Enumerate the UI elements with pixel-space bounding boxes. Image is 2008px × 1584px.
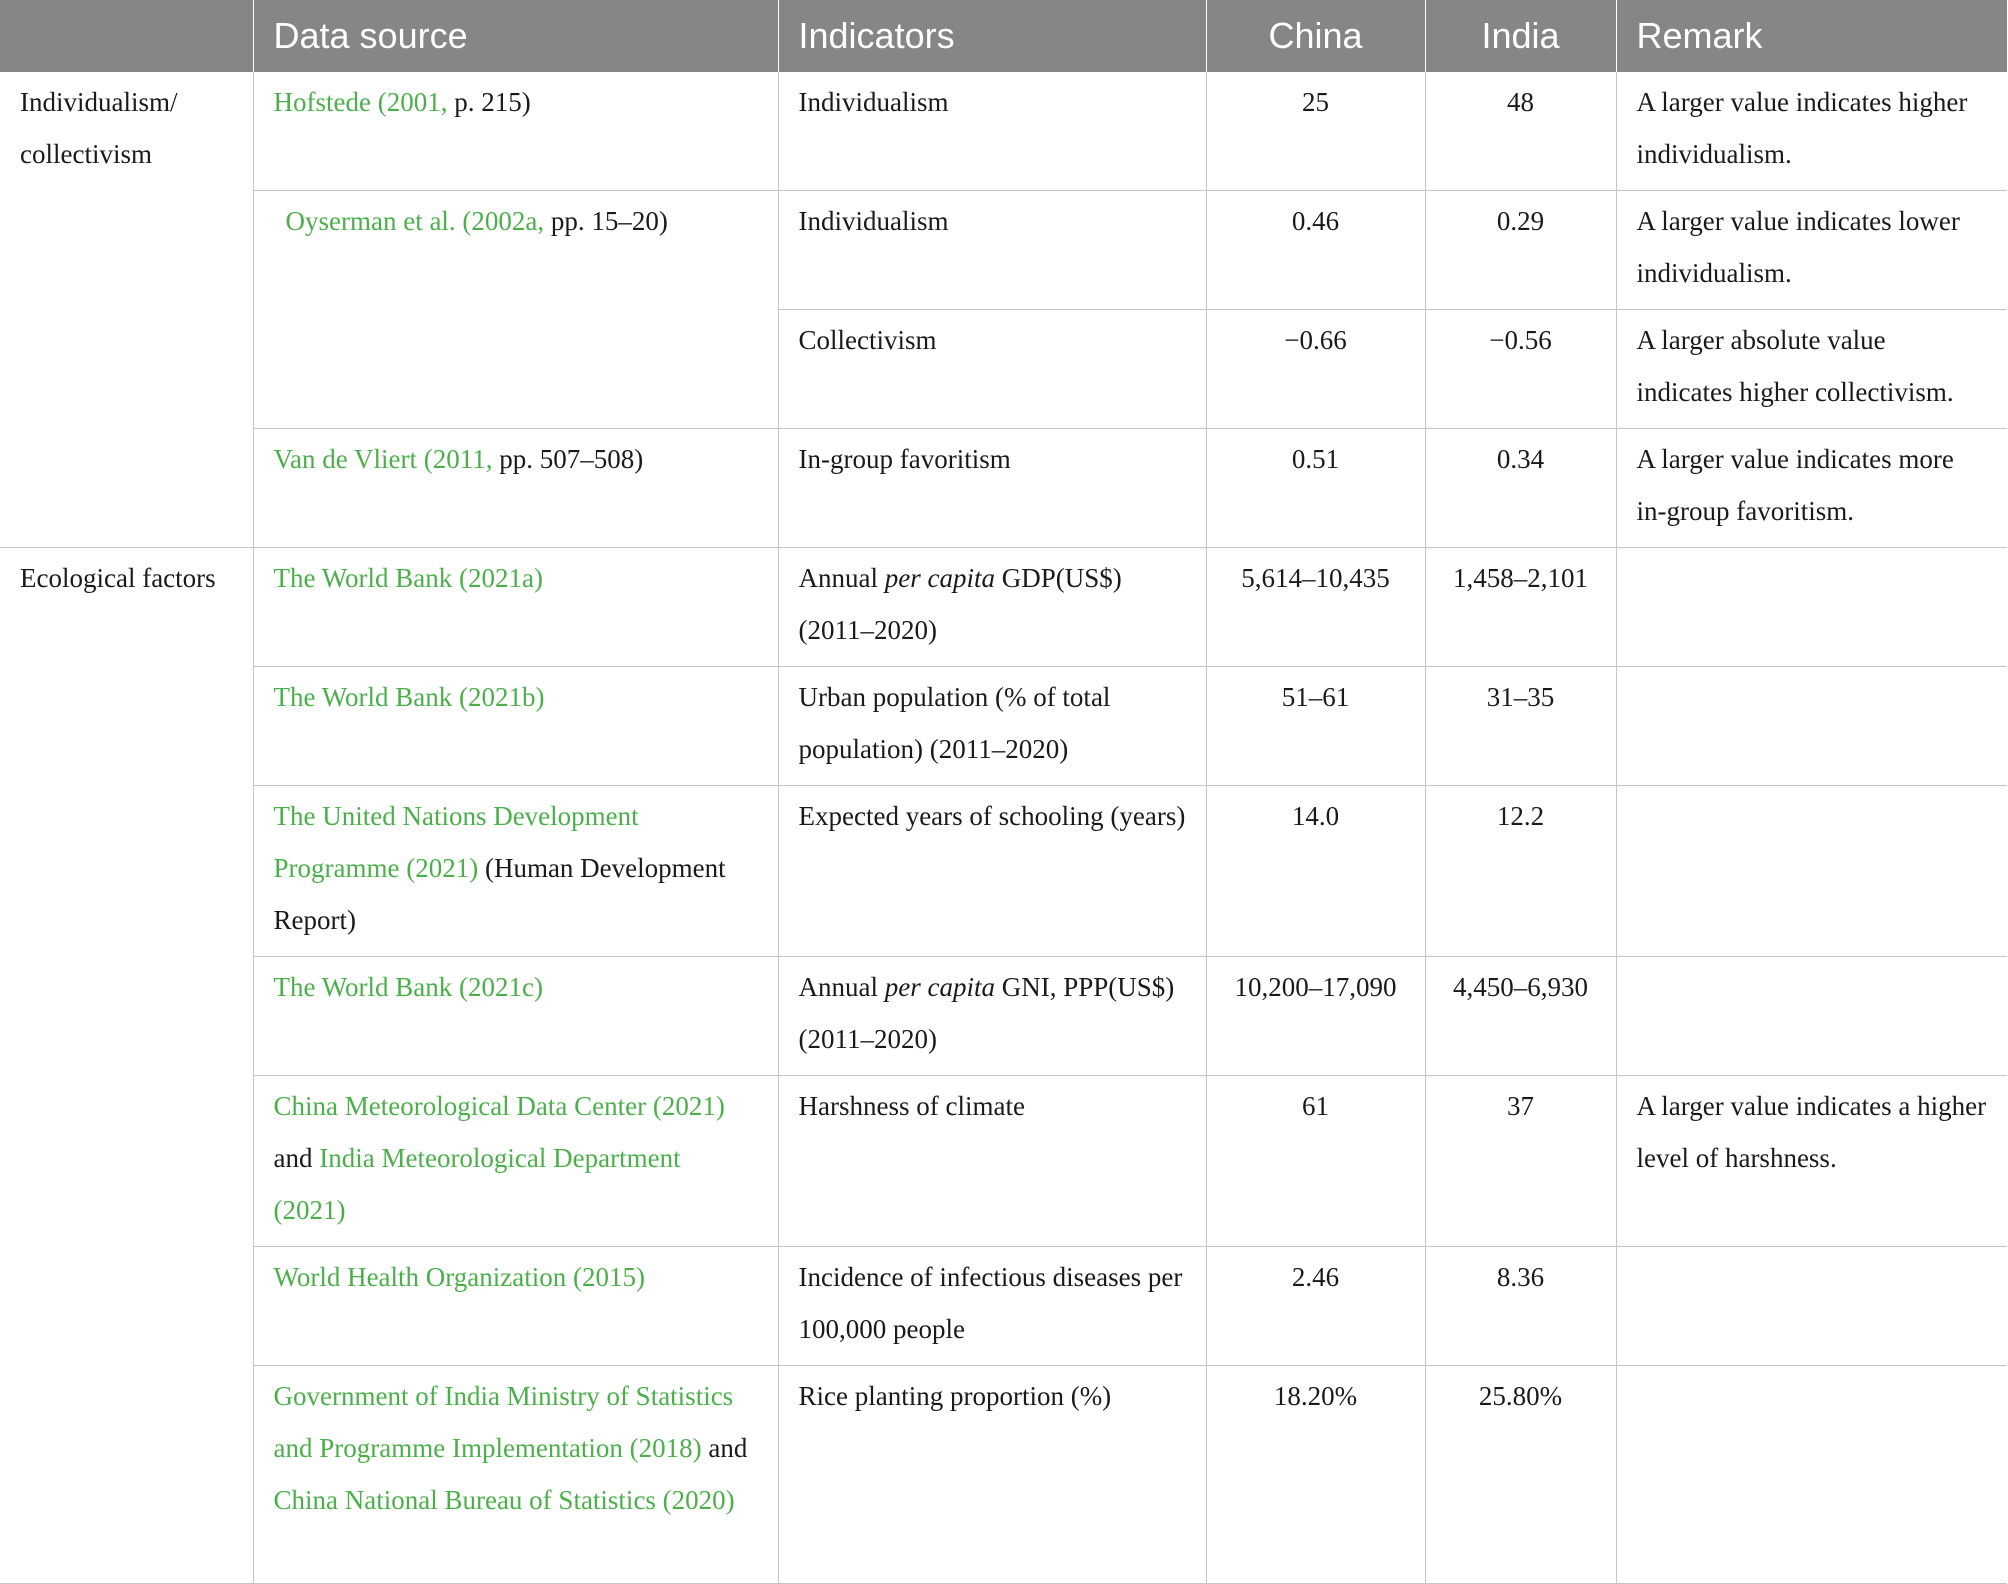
source-text: and (701, 1433, 748, 1463)
indicator-cell: Incidence of infectious diseases per 100,000 people (778, 1247, 1206, 1366)
remark-cell (1616, 548, 2007, 667)
source-link[interactable]: Oyserman et al. (2002a, (285, 206, 545, 236)
remark-cell (1616, 957, 2007, 1076)
indicator-text: Annual (798, 563, 885, 593)
indicator-cell: In-group favoritism (778, 429, 1206, 548)
source-link[interactable]: China Meteorological Data Center (2021) (273, 1091, 725, 1121)
indicator-cell: Rice planting proportion (%) (778, 1366, 1206, 1584)
indicator-text: GNI, PPP(US$) (2011–2020) (798, 972, 1175, 1054)
india-value: 0.29 (1425, 191, 1616, 310)
source-link[interactable]: The World Bank (2021c) (273, 972, 544, 1002)
remark-cell: A larger absolute value indicates higher collectivism. (1616, 310, 2007, 429)
data-source-cell (253, 1076, 778, 1247)
remark-cell (1616, 786, 2007, 957)
source-text: pp. 15–20) (544, 206, 668, 236)
table-row (0, 191, 2007, 310)
indicator-cell (778, 957, 1206, 1076)
source-link[interactable]: Government of India Ministry of Statistics and Programme Implementation (2018) (273, 1381, 734, 1463)
indicator-cell: Urban population (% of total population) (2011–2020) (778, 667, 1206, 786)
source-link[interactable]: The World Bank (2021a) (273, 563, 544, 593)
indicator-cell: Harshness of climate (778, 1076, 1206, 1247)
table-row (0, 1247, 2007, 1366)
table-row (0, 1366, 2007, 1584)
source-link[interactable]: Van de Vliert (2011, (273, 444, 493, 474)
data-source-cell (253, 667, 778, 786)
data-source-cell (253, 1366, 778, 1584)
data-source-cell (253, 548, 778, 667)
data-source-cell (253, 1247, 778, 1366)
table-row (0, 786, 2007, 957)
data-source-cell (253, 72, 778, 191)
indicator-text: Annual (798, 972, 885, 1002)
indicator-cell: Expected years of schooling (years) (778, 786, 1206, 957)
china-value: 5,614–10,435 (1206, 548, 1425, 667)
data-source-cell (253, 957, 778, 1076)
header-remark: Remark (1616, 0, 2007, 72)
header-china: China (1206, 0, 1425, 72)
table-row (0, 72, 2007, 191)
india-value: 4,450–6,930 (1425, 957, 1616, 1076)
indicator-cell: Collectivism (778, 310, 1206, 429)
data-source-cell (253, 429, 778, 548)
indicator-italic: per capita (884, 563, 995, 593)
table-row (0, 429, 2007, 548)
remark-cell: A larger value indicates lower individualism. (1616, 191, 2007, 310)
header-data-source: Data source (253, 0, 778, 72)
remark-cell (1616, 667, 2007, 786)
header-india: India (1425, 0, 1616, 72)
india-value: 48 (1425, 72, 1616, 191)
source-text: (Human Development Report) (273, 853, 726, 935)
china-value: 25 (1206, 72, 1425, 191)
table-row (0, 957, 2007, 1076)
india-value: 12.2 (1425, 786, 1616, 957)
remark-cell (1616, 1366, 2007, 1584)
china-value: 14.0 (1206, 786, 1425, 957)
data-source-cell (253, 786, 778, 957)
data-source-cell (253, 191, 778, 429)
group-label-ecological: Ecological factors (0, 548, 253, 1584)
china-value: 10,200–17,090 (1206, 957, 1425, 1076)
india-value: −0.56 (1425, 310, 1616, 429)
table-row (0, 667, 2007, 786)
source-text: and (273, 1143, 320, 1173)
header-category (0, 0, 253, 72)
source-link[interactable]: World Health Organization (2015) (273, 1262, 645, 1292)
header-indicators: Indicators (778, 0, 1206, 72)
china-value: 51–61 (1206, 667, 1425, 786)
india-value: 1,458–2,101 (1425, 548, 1616, 667)
group-label-individualism: Individualism/ collectivism (0, 72, 253, 548)
india-value: 25.80% (1425, 1366, 1616, 1584)
china-value: 2.46 (1206, 1247, 1425, 1366)
india-value: 8.36 (1425, 1247, 1616, 1366)
table-row (0, 548, 2007, 667)
source-text: p. 215) (447, 87, 531, 117)
source-link[interactable]: The World Bank (2021b) (273, 682, 545, 712)
india-value: 37 (1425, 1076, 1616, 1247)
india-value: 31–35 (1425, 667, 1616, 786)
china-value: 18.20% (1206, 1366, 1425, 1584)
source-link[interactable]: China National Bureau of Statistics (2020) (273, 1485, 735, 1515)
source-text: pp. 507–508) (492, 444, 644, 474)
indicator-cell: Individualism (778, 72, 1206, 191)
indicator-text: GDP(US$) (2011–2020) (798, 563, 1122, 645)
indicator-italic: per capita (884, 972, 995, 1002)
indicator-cell (778, 548, 1206, 667)
india-value: 0.34 (1425, 429, 1616, 548)
china-value: −0.66 (1206, 310, 1425, 429)
china-value: 0.51 (1206, 429, 1425, 548)
source-link[interactable]: The United Nations Development Programme (2021) (273, 801, 639, 883)
indicator-cell: Individualism (778, 191, 1206, 310)
china-value: 61 (1206, 1076, 1425, 1247)
remark-cell: A larger value indicates more in-group favoritism. (1616, 429, 2007, 548)
source-link[interactable]: Hofstede (2001, (273, 87, 448, 117)
table-row (0, 1076, 2007, 1247)
remark-cell: A larger value indicates higher individualism. (1616, 72, 2007, 191)
source-link[interactable]: India Meteorological Department (2021) (273, 1143, 681, 1225)
china-value: 0.46 (1206, 191, 1425, 310)
header-row (0, 0, 2007, 72)
remark-cell (1616, 1247, 2007, 1366)
remark-cell: A larger value indicates a higher level of harshness. (1616, 1076, 2007, 1247)
